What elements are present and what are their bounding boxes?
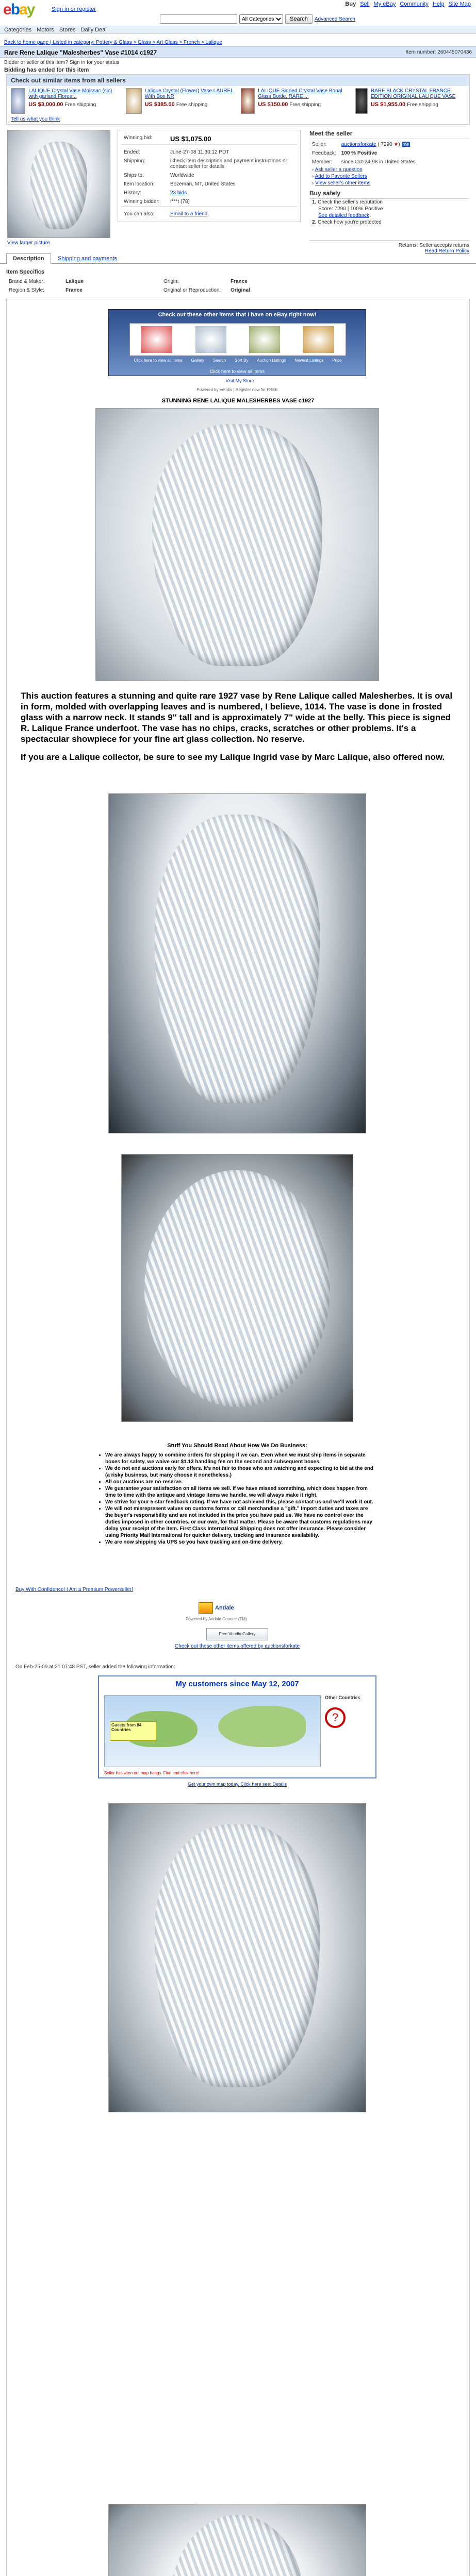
banner-thumb[interactable]	[249, 326, 280, 353]
returns-summary: Returns: Seller accepts returns Read Return Policy	[309, 240, 469, 254]
title-bar	[0, 46, 476, 58]
map-link[interactable]: Get your own map today. Click here see: Details	[188, 1782, 287, 1787]
search-button[interactable]: Search	[285, 14, 313, 24]
star-icon: ★	[393, 142, 399, 147]
ships-to: Worldwide	[170, 173, 194, 178]
bid-panel: Winning bid: US $1,075.00 Ended: June-27-08 11:30:12 PDT Shipping: Check item description and payment instructions or contact seller for details Ships to: Worldwide Item location: Bozeman, MT, United States History: 23 bids Winning bidder: f***t (78) You can also: Email to a friend	[118, 130, 301, 222]
tab-description[interactable]: Description	[6, 253, 51, 264]
nav-buy[interactable]: Buy	[345, 1, 356, 7]
ask-seller-link[interactable]: Ask seller a question	[315, 167, 363, 173]
item-title: Rare Rene Lalique "Malesherbes" Vase #1014 c1927	[4, 49, 157, 56]
similar-thumb[interactable]	[355, 88, 368, 114]
nav-my-ebay[interactable]: My eBay	[373, 1, 396, 7]
business-policies: Stuff You Should Read About How We Do Business: • We are always happy to combine orders for shipping if we can. Even when we must ship items in separate boxes for safety, we waive our $1.13 handling fee on the second and subsequent boxes. • We do not end auctions early for offers. It's not fair to those who are watching and expecting to bid at the end (a risky business, but many choose it nonetheless.) • All our auctions are no-reserve. • We guarantee your satisfaction on all items we sell. If we have missed something, which does happen from time to time with the antique and vintage items we handle, we will always make it right. • We strive for your 5-star feedback rating. If we have not achieved this, please contact us and we'll work it out. • We will not misrepresent values on customs forms or call merchandise a "gift." Import duties and taxes are the buyer's responsibility and are not included in the price you have paid us. We have no control over the duties imposed in other countries, or our own, for that matter. Please be aware that customs regulations may delay your receipt of the item. First Class International Shipping does not offer insurance. Please consider using Priority Mail International for quicker delivery, tracking and insurance availability. • We are now shipping via UPS so you have tracking and on-time delivery.	[98, 1443, 376, 1546]
search-category-select[interactable]	[239, 14, 283, 24]
vase-image	[170, 2515, 304, 2576]
daily-deal-tab[interactable]: Daily Deal	[80, 27, 107, 33]
vase-image	[155, 1824, 320, 2087]
breadcrumb: Back to home page | Listed in category: Pottery & Glass > Glass > Art Glass > French > Lalique	[4, 40, 222, 45]
similar-item[interactable]: LALIQUE Crystal Vase Moissac (sic) with garland Florea... US $3,000.00 Free shipping	[11, 88, 121, 114]
seller-panel: Meet the seller Seller: auctionsforkate ( 7290 ★) me Feedback: 100 % Positive Member: since Oct-24-98 in United States › Ask seller a question › Add to Favorite Sellers › View seller's other items Buy safely 1. Check the seller's reputation Score: 7290 | 100% Positive See detailed feedback 2. Check how you're protected Returns: Seller accepts returns Read Return Policy	[309, 130, 469, 254]
description-paragraph: If you are a Lalique collector, be sure to see my Lalique Ingrid vase by Marc Lalique, also offered now.	[21, 752, 445, 762]
ended-notice: Bidding has ended for this item	[4, 67, 89, 73]
sign-in-link[interactable]: Sign in or register	[52, 6, 96, 12]
motors-tab[interactable]: Motors	[37, 27, 54, 33]
other-items-link[interactable]: View seller's other items	[315, 180, 371, 186]
banner-thumb[interactable]	[141, 326, 172, 353]
similar-thumb[interactable]	[11, 88, 25, 114]
counter-badge[interactable]: Andale	[199, 1602, 234, 1614]
similar-thumb[interactable]	[126, 88, 142, 114]
similar-items	[6, 74, 470, 125]
vase-image	[144, 1170, 330, 1407]
seller-heading: Meet the seller	[309, 130, 469, 139]
description-photo-5	[108, 2504, 366, 2576]
description-photo-2	[108, 793, 366, 1133]
seller-added-note: On Feb-25-09 at 21:07:48 PST, seller added the following information:	[15, 1664, 175, 1670]
main-item-photo[interactable]	[7, 130, 110, 238]
vase-image	[30, 142, 87, 229]
stores-tab[interactable]: Stores	[59, 27, 76, 33]
description-text	[21, 690, 454, 762]
similar-item[interactable]: RARE BLACK CRYSTAL FRANCE EDITION ORIGINAL LALIQUE VASE US $1,955.00 Free shipping	[355, 88, 465, 114]
store-banner[interactable]: Check out these other items that I have on eBay right now! Click here to view all items Gallery Search Sort By Auction Listings Newest Listings Price Click here to view all items	[108, 309, 366, 376]
description-photo-1	[95, 408, 379, 681]
item-specifics: Item Specifics Brand & Maker: Lalique Origin: France Region & Style: France Original or Reproduction: Original	[6, 269, 250, 293]
description-photo-3	[121, 1154, 353, 1422]
map-visitors-note: Guests from 84 Countries	[110, 1721, 156, 1741]
map-continent	[218, 1706, 306, 1747]
seller-name-link[interactable]: auctionsforkate	[341, 142, 376, 147]
description-paragraph: This auction features a stunning and quite rare 1927 vase by Rene Lalique called Malesherbes. It is oval in form, molded with overlapping leaves and is numbered, I believe, 1014. The vase is done in frosted glass with a narrow neck. It stands 9" tall and is approximately 7" wide at the belly. This piece is signed R. Lalique France underfoot. The vase has no chips, cracks, scratches or other problems. It's a spectacular showpiece for your fine art glass collection. No reserve.	[21, 691, 453, 744]
buy-safely-heading: Buy safely	[309, 187, 469, 199]
counter-icon	[199, 1602, 213, 1614]
description-headline: STUNNING RENE LALIQUE MALESHERBES VASE c1927	[161, 398, 315, 404]
warning-icon: ?	[325, 1707, 346, 1728]
vase-image	[152, 424, 322, 666]
vendio-link[interactable]: Check out these other items offered by auctionsforkate	[174, 1643, 300, 1649]
visitor-map[interactable]: My customers since May 12, 2007 Guests from 84 Countries Other Countries ? Seller has worn out map hangs. Find and click here!	[98, 1675, 376, 1778]
detailed-feedback-link[interactable]: See detailed feedback	[318, 213, 369, 218]
similar-thumb[interactable]	[241, 88, 255, 114]
search-input[interactable]	[160, 14, 237, 24]
description-photo-4	[108, 1803, 366, 2112]
confidence-link[interactable]: Buy With Confidence! I Am a Premium Powerseller!	[15, 1587, 133, 1592]
winning-bid: US $1,075.00	[170, 135, 211, 143]
return-policy-link[interactable]: Read Return Policy	[424, 248, 469, 254]
tab-shipping[interactable]: Shipping and payments	[58, 256, 117, 262]
favorite-seller-link[interactable]: Add to Favorite Sellers	[315, 174, 367, 179]
ended-time: June-27-08 11:30:12 PDT	[170, 149, 229, 155]
view-larger-link[interactable]: View larger picture	[7, 240, 50, 246]
winning-bidder: f***t (78)	[170, 199, 190, 205]
feedback-link[interactable]: Tell us what you think	[11, 116, 60, 122]
vendio-tagline[interactable]: Powered by Vendio | Register now for FREE	[196, 387, 278, 392]
banner-thumb[interactable]	[303, 326, 334, 353]
watch-status: Bidder or seller of this item? Sign in for your status Bidding has ended for this item	[0, 60, 476, 73]
ebay-logo[interactable]: ebay	[3, 1, 35, 18]
me-icon: me	[402, 142, 409, 147]
member-since: since Oct-24-98 in United States	[341, 159, 416, 165]
similar-heading: Check out similar items from all sellers	[7, 75, 469, 86]
advanced-search-link[interactable]: Advanced Search	[314, 16, 355, 22]
similar-item[interactable]: Lalique Crystal (Flower) Vase LAUREL With Box NR US $385.00 Free shipping	[126, 88, 236, 114]
similar-item[interactable]: LALIQUE Signed Crystal Vase Bonal Glass Bottle, RARE ... US $150.00 Free shipping	[241, 88, 351, 114]
site-map-link[interactable]: Site Map	[448, 1, 471, 7]
email-friend-link[interactable]: Email to a friend	[170, 211, 208, 217]
nav-sell[interactable]: Sell	[360, 1, 370, 7]
nav-help[interactable]: Help	[432, 1, 445, 7]
category-nav	[0, 26, 476, 34]
seller-feedback: 100 % Positive	[341, 150, 377, 156]
tab-bar	[0, 252, 476, 264]
item-number: Item number: 260445070436	[405, 49, 472, 55]
item-location: Bozeman, MT, United States	[170, 181, 236, 187]
banner-thumb[interactable]	[195, 326, 226, 353]
visit-store-link[interactable]: Visit My Store	[225, 378, 254, 383]
nav-community[interactable]: Community	[400, 1, 429, 7]
counter-text: Powered by Andale Counter (TM)	[186, 1617, 247, 1621]
vendio-badge[interactable]: Free Vendio Gallery	[206, 1628, 268, 1640]
bid-history-link[interactable]: 23 bids	[170, 190, 187, 196]
map-other-countries: Other Countries ?	[325, 1695, 371, 1728]
header	[0, 0, 476, 37]
shipping-info: Check item description and payment instructions or contact seller for details	[170, 158, 287, 170]
vase-image	[155, 815, 320, 1103]
categories-tab[interactable]: Categories	[4, 27, 32, 33]
